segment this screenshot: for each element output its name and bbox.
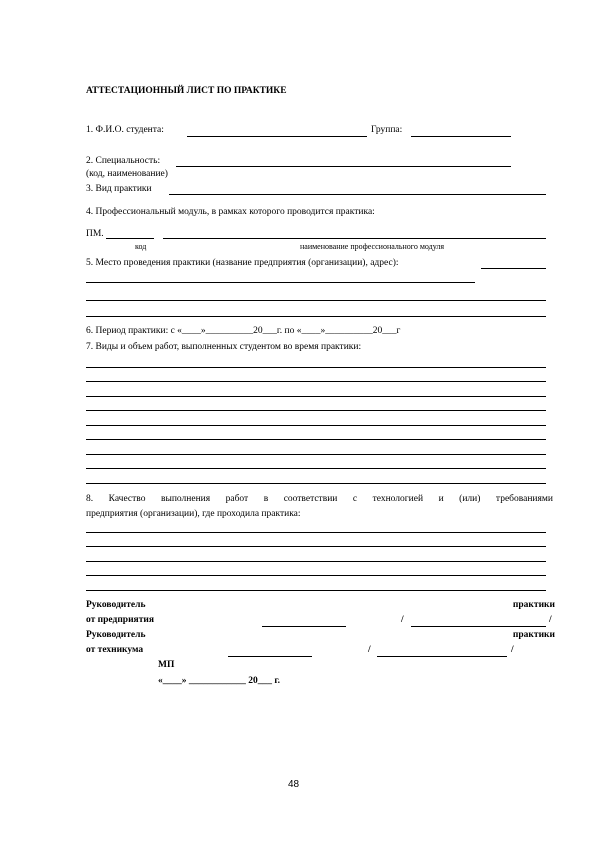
student-name-label: 1. Ф.И.О. студента: [86,125,164,135]
quality-word: выполнения [160,494,211,504]
enterprise-from-label: от предприятия [86,615,154,625]
college-slash-left: / [368,645,371,655]
works-line-2[interactable] [86,381,546,382]
works-line-1[interactable] [86,367,546,368]
module-pm-label: ПМ. [86,229,104,239]
module-label: 4. Профессиональный модуль, в рамках которого проводится практика: [86,207,375,217]
enterprise-name-line[interactable] [411,626,546,627]
module-code-hint: код [135,242,147,251]
quality-word: требованиями [495,494,553,504]
module-code-line[interactable] [106,238,154,239]
specialty-line[interactable] [176,166,511,167]
practice-type-line[interactable] [169,194,546,195]
student-name-line[interactable] [187,136,367,137]
quality-word: 8. [86,494,94,504]
place-line-1[interactable] [86,282,475,283]
quality-word: (или) [459,494,481,504]
group-label: Группа: [371,125,403,135]
college-supervisor-label: Руководитель [86,630,146,640]
enterprise-signature-line[interactable] [262,626,346,627]
college-signature-line[interactable] [228,656,312,657]
enterprise-practice-label: практики [512,600,555,610]
quality-line-4[interactable] [86,575,546,576]
works-line-7[interactable] [86,454,546,455]
period-text: 6. Период практики: с «____»__________20___г. по «____»__________20___г [86,326,401,336]
place-line-3[interactable] [86,316,546,317]
place-line-0[interactable] [481,268,546,269]
specialty-label: 2. Специальность: [86,156,161,166]
place-label: 5. Место проведения практики (название предприятия (организации), адрес): [86,258,399,268]
quality-word: и [438,494,444,504]
works-line-8[interactable] [86,468,546,469]
college-practice-label: практики [512,630,555,640]
college-name-line[interactable] [377,656,507,657]
works-label: 7. Виды и объем работ, выполненных студентом во время практики: [86,342,362,352]
stamp-label: МП [158,660,175,670]
enterprise-slash-right: / [549,615,552,625]
enterprise-slash-left: / [401,615,404,625]
works-line-9[interactable] [86,483,546,484]
page-number: 48 [288,779,300,790]
college-slash-right: / [511,645,514,655]
works-line-5[interactable] [86,425,546,426]
works-line-6[interactable] [86,439,546,440]
quality-word: Качество [108,494,146,504]
quality-line-2[interactable] [86,546,546,547]
specialty-hint: (код, наименование) [86,169,168,179]
module-name-line[interactable] [163,238,546,239]
quality-word: технологией [372,494,424,504]
quality-word: с [352,494,358,504]
place-line-2[interactable] [86,300,546,301]
module-name-hint: наименование профессионального модуля [300,242,445,251]
quality-label-line1 [86,495,553,505]
practice-type-label: 3. Вид практики [86,184,152,194]
works-line-3[interactable] [86,396,546,397]
works-line-4[interactable] [86,410,546,411]
quality-word: в [263,494,269,504]
date-line: «____» ____________ 20___ г. [158,676,280,686]
college-from-label: от техникума [86,645,144,655]
document-title: АТТЕСТАЦИОННЫЙ ЛИСТ ПО ПРАКТИКЕ [86,86,287,96]
quality-label-line2: предприятия (организации), где проходила практика: [86,509,301,519]
quality-word: работ [225,494,249,504]
quality-word: соответствии [283,494,338,504]
enterprise-supervisor-label: Руководитель [86,600,146,610]
group-line[interactable] [411,136,511,137]
quality-line-3[interactable] [86,561,546,562]
quality-line-1[interactable] [86,532,546,533]
quality-line-5[interactable] [86,590,546,591]
